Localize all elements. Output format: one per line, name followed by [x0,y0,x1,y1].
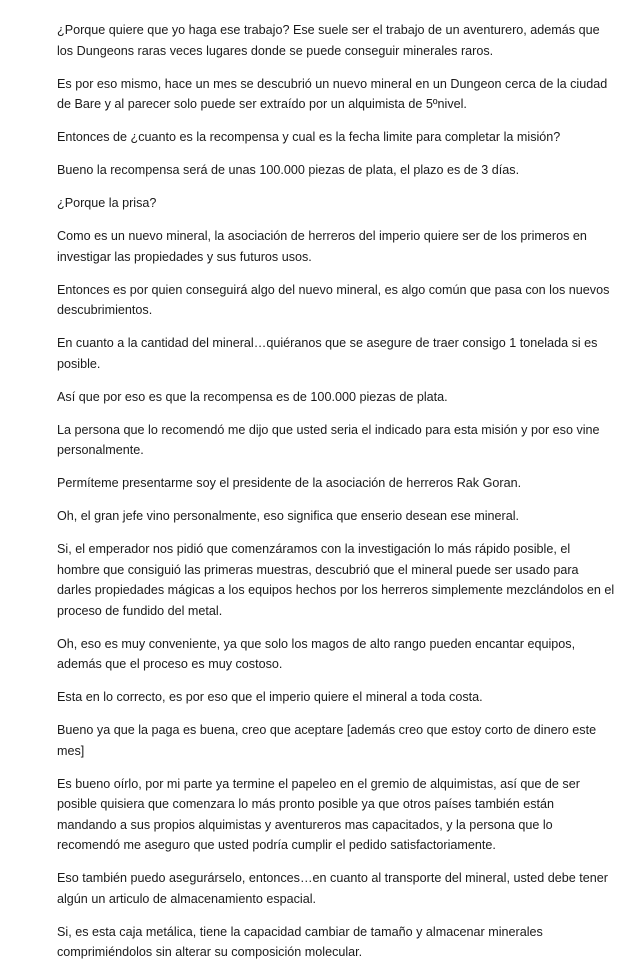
paragraph-19: Si, es esta caja metálica, tiene la capacidad cambiar de tamaño y almacenar minerales comprimiéndolos sin alterar su composición molecular. [57,924,543,959]
paragraph-10: La persona que lo recomendó me dijo que usted seria el indicado para esta misión y por eso vine personalmente. [57,422,600,457]
paragraph-6: Como es un nuevo mineral, la asociación de herreros del imperio quiere ser de los primeros en investigar las propiedades y sus futuros usos. [57,229,587,264]
paragraph-16: Bueno ya que la paga es buena, creo que aceptare [además creo que estoy corto de dinero este mes] [57,723,597,758]
paragraph-7: Entonces es por quien conseguirá algo del nuevo mineral, es algo común que pasa con los nuevos descubrimientos. [57,282,610,317]
paragraph-17: Es bueno oírlo, por mi parte ya termine el papeleo en el gremio de alquimistas, así que de ser posible quisiera que comenzara lo más pronto posible ya que otros países también están mandando a sus propios alquimistas y aventureros mas capacitados, y la persona que lo recomendó me aseguro que usted podría cumplir el pedido satisfactoriamente. [57,776,580,852]
paragraph-9: Así que por eso es que la recompensa es de 100.000 piezas de plata. [57,389,448,404]
paragraph-3: Entonces de ¿cuanto es la recompensa y cual es la fecha limite para completar la misión? [57,130,561,144]
paragraph-11: Permíteme presentarme soy el presidente de la asociación de herreros Rak Goran. [57,476,522,490]
paragraph-14: Oh, eso es muy conveniente, ya que solo los magos de alto rango pueden encantar equipos, además que el proceso es muy costoso. [57,636,576,671]
paragraph-15: Esta en lo correcto, es por eso que el imperio quiere el mineral a toda costa. [57,690,483,704]
paragraph-12: Oh, el gran jefe vino personalmente, eso significa que enserio desean ese mineral. [57,509,520,523]
paragraph-1: ¿Porque quiere que yo haga ese trabajo? Ese suele ser el trabajo de un aventurero, además que los Dungeons raras veces lugares donde se puede conseguir minerales raros. [57,23,600,58]
paragraph-8: En cuanto a la cantidad del mineral…quiéranos que se asegure de traer consigo 1 tonelada si es posible. [57,336,598,371]
paragraph-2: Es por eso mismo, hace un mes se descubrió un nuevo mineral en un Dungeon cerca de la ciudad de Bare y al parecer solo puede ser extraído por un alquimista de 5ºnivel. [57,76,608,111]
paragraph-18: Eso también puedo asegurárselo, entonces…en cuanto al transporte del mineral, usted debe tener algún un articulo de almacenamiento espacial. [57,871,608,906]
paragraph-13: Si, el emperador nos pidió que comenzáramos con la investigación lo más rápido posible, el hombre que consiguió las primeras muestras, descubrió que el mineral puede ser usado para darles propiedades mágicas a los equipos hechos por los herreros simplemente mezclándolos en el proceso de fundido del metal. [57,542,615,618]
paragraph-4: Bueno la recompensa será de unas 100.000 piezas de plata, el plazo es de 3 días. [57,163,520,177]
paragraph-5: ¿Porque la prisa? [57,196,157,210]
